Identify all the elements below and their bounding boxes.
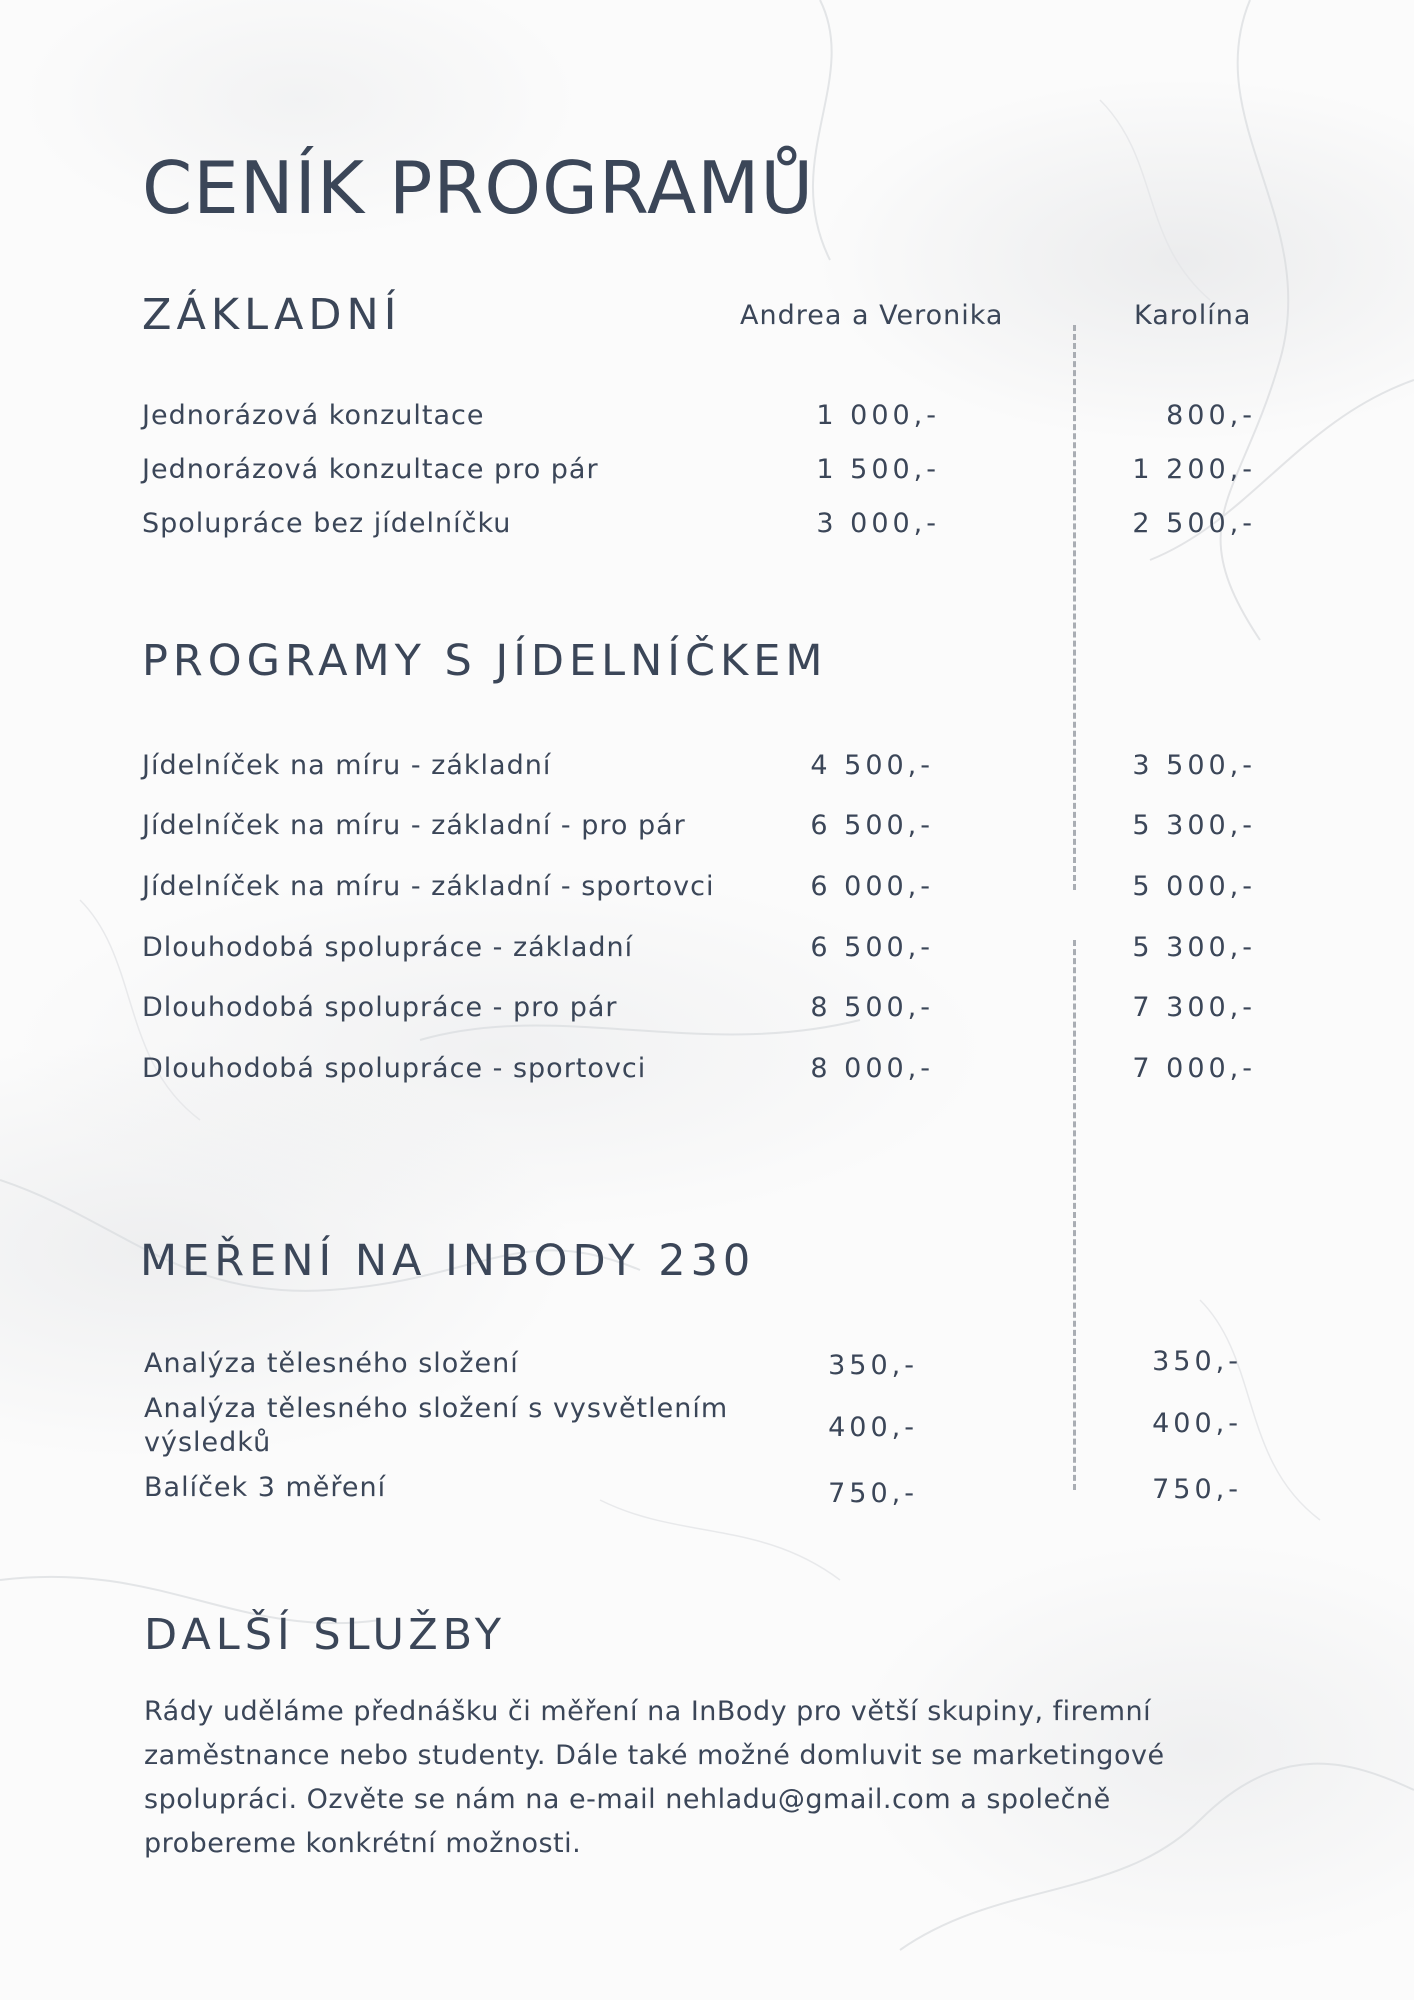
price-row-name: Jídelníček na míru - základní [142,750,552,781]
price-row-name: Analýza tělesného složení [144,1348,519,1379]
section-heading-mereni: MEŘENÍ NA INBODY 230 [140,1236,756,1286]
price-b: 5 300,- [1132,932,1256,963]
column-divider [1073,940,1076,1490]
price-b: 2 500,- [1132,508,1256,539]
price-b: 350,- [1152,1346,1242,1377]
price-row-name: Jednorázová konzultace [142,400,485,431]
price-row-name-line2: výsledků [144,1427,272,1458]
column-header-karolina: Karolína [1134,300,1252,331]
price-b: 3 500,- [1132,750,1256,781]
price-a: 400,- [828,1412,918,1443]
price-a: 4 500,- [810,750,934,781]
section-heading-programy: PROGRAMY S JÍDELNÍČKEM [142,636,828,686]
price-a: 1 500,- [816,454,940,485]
price-row-name: Jídelníček na míru - základní - pro pár [142,810,686,841]
price-b: 1 200,- [1132,454,1256,485]
price-row-name: Jednorázová konzultace pro pár [142,454,599,485]
price-a: 6 500,- [810,810,934,841]
column-divider [1073,325,1076,890]
price-a: 8 500,- [810,992,934,1023]
price-a: 6 500,- [810,932,934,963]
price-b: 5 000,- [1132,871,1256,902]
price-row-name: Dlouhodobá spolupráce - základní [142,932,634,963]
dalsi-sluzby-text: Rády uděláme přednášku či měření na InBody pro větší skupiny, firemní zaměstnance nebo studenty. Dále také možné domluvit se marketingové spolupráci. Ozvěte se nám na e-mail nehladu@gmail.com a společně probereme konkrétní možnosti. [144,1696,1165,1859]
price-b: 800,- [1166,400,1256,431]
price-a: 750,- [828,1478,918,1509]
price-b: 400,- [1152,1408,1242,1439]
page-title: CENÍK PROGRAMŮ [142,146,815,230]
price-b: 750,- [1152,1474,1242,1505]
price-row-name: Dlouhodobá spolupráce - sportovci [142,1053,647,1084]
price-a: 1 000,- [816,400,940,431]
column-header-andrea-veronika: Andrea a Veronika [740,300,1004,331]
price-a: 8 000,- [810,1053,934,1084]
price-b: 5 300,- [1132,810,1256,841]
price-row-name: Balíček 3 měření [144,1472,387,1503]
price-b: 7 300,- [1132,992,1256,1023]
price-row-name: Jídelníček na míru - základní - sportovci [142,871,715,902]
price-row-name: Dlouhodobá spolupráce - pro pár [142,992,618,1023]
price-row-name: Spolupráce bez jídelníčku [142,508,512,539]
price-a: 6 000,- [810,871,934,902]
section-heading-zakladni: ZÁKLADNÍ [142,290,402,340]
price-a: 3 000,- [816,508,940,539]
price-b: 7 000,- [1132,1053,1256,1084]
price-row-name-line1: Analýza tělesného složení s vysvětlením [144,1393,729,1424]
section-heading-dalsi: DALŠÍ SLUŽBY [144,1610,507,1660]
price-a: 350,- [828,1350,918,1381]
